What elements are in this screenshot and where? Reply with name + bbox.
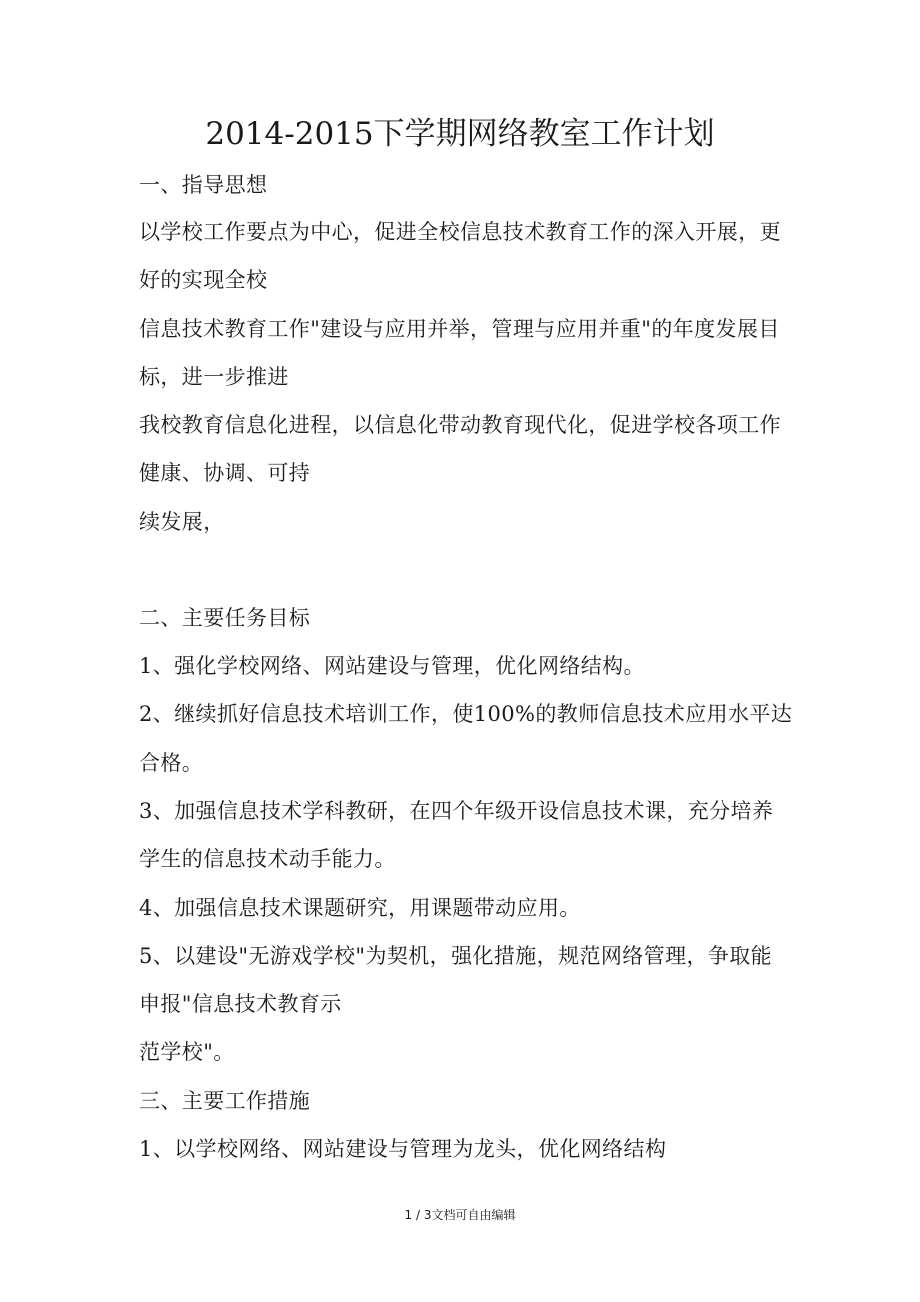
- paragraph-line: 以学校工作要点为中心，促进全校信息技术教育工作的深入开展，更: [139, 220, 781, 244]
- list-item: 4、加强信息技术课题研究，用课题带动应用。: [139, 896, 581, 920]
- paragraph-line: 我校教育信息化进程，以信息化带动教育现代化，促进学校各项工作: [139, 413, 781, 437]
- list-item-continuation: 合格。: [139, 751, 204, 775]
- page-footer: 1 / 3文档可自由编辑: [404, 1208, 516, 1222]
- list-item: 1、以学校网络、网站建设与管理为龙头，优化网络结构: [139, 1137, 667, 1161]
- paragraph-line: 信息技术教育工作"建设与应用并举，管理与应用并重"的年度发展目: [139, 317, 780, 341]
- paragraph-line: 健康、协调、可持: [139, 461, 311, 485]
- paragraph-line: 好的实现全校: [139, 268, 268, 292]
- section-heading-guiding-ideology: 一、指导思想: [139, 173, 268, 197]
- list-item: 3、加强信息技术学科教研，在四个年级开设信息技术课，充分培养: [139, 799, 774, 823]
- section-heading-work-measures: 三、主要工作措施: [139, 1089, 311, 1113]
- list-item: 1、强化学校网络、网站建设与管理，优化网络结构。: [139, 654, 645, 678]
- list-item-continuation: 范学校"。: [139, 1040, 235, 1064]
- document-title: 2014-2015下学期网络教室工作计划: [205, 116, 715, 152]
- section-heading-main-goals: 二、主要任务目标: [139, 606, 311, 630]
- paragraph-line: 续发展，: [139, 510, 225, 534]
- list-item-continuation: 学生的信息技术动手能力。: [139, 847, 396, 871]
- list-item: 2、继续抓好信息技术培训工作，使100%的教师信息技术应用水平达: [139, 702, 793, 726]
- list-item: 5、以建设"无游戏学校"为契机，强化措施，规范网络管理，争取能: [139, 944, 773, 968]
- paragraph-line: 标，进一步推进: [139, 365, 289, 389]
- list-item-continuation: 申报"信息技术教育示: [139, 992, 342, 1016]
